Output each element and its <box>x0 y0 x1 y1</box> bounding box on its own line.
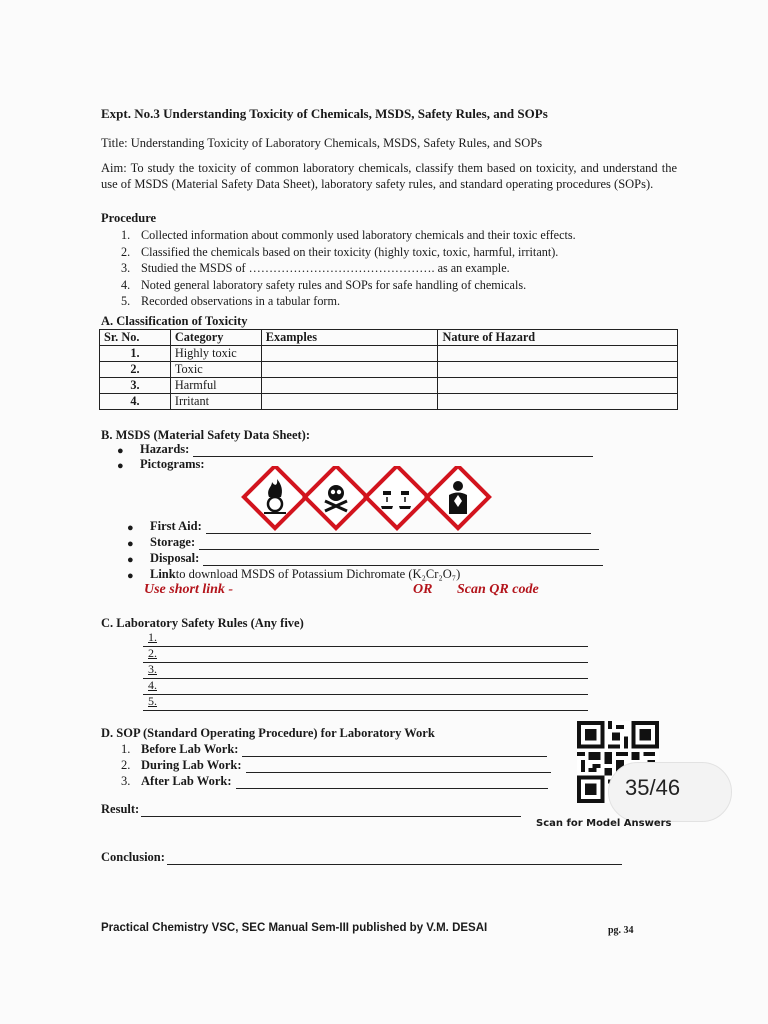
cell-examples-input[interactable] <box>261 346 438 362</box>
cell-sr: 4. <box>100 394 171 410</box>
section-d-title: D. SOP (Standard Operating Procedure) for Laboratory Work <box>101 726 435 740</box>
toxic-skull-icon <box>305 466 367 528</box>
title-label: Title: <box>101 136 128 150</box>
corrosive-icon <box>366 466 428 528</box>
safety-rules-list <box>143 630 588 712</box>
page-counter: 35/46 <box>625 775 681 800</box>
cell-sr: 3. <box>100 378 171 394</box>
cell-examples-input[interactable] <box>261 378 438 394</box>
cell-hazard-input[interactable] <box>438 346 678 362</box>
procedure-step: 3. Studied the MSDS of ………………………………………. as an example. <box>121 261 510 275</box>
cell-hazard-input[interactable] <box>438 378 678 394</box>
title-text: Understanding Toxicity of Laboratory Chemicals, MSDS, Safety Rules, and SOPs <box>127 136 543 150</box>
pictograms-label: Pictograms: <box>140 457 205 471</box>
result-label: Result: <box>101 802 140 816</box>
experiment-title <box>101 136 542 151</box>
hazards-row: ● Hazards: <box>117 442 593 457</box>
procedure-step: 4. Noted general laboratory safety rules and SOPs for safe handling of chemicals. <box>121 277 527 292</box>
rule-line-1[interactable]: 1. <box>143 630 588 647</box>
storage-row: ● Storage: <box>127 535 599 550</box>
storage-label: Storage: <box>150 535 196 549</box>
procedure-heading: Procedure <box>101 211 157 225</box>
page-footer: Practical Chemistry VSC, SEC Manual Sem-III published by V.M. DESAI <box>101 922 488 934</box>
cell-sr: 2. <box>100 362 171 378</box>
experiment-heading: Expt. No.3 Understanding Toxicity of Chemicals, MSDS, Safety Rules, and SOPs <box>101 106 548 121</box>
or-text: OR <box>413 582 433 597</box>
procedure-step: 2. Classified the chemicals based on their toxicity (highly toxic, toxic, harmful, irritant). <box>121 244 559 259</box>
procedure-step: 1. Collected information about commonly used laboratory chemicals and their toxic effects. <box>121 228 576 242</box>
link-row: ● Link to download MSDS of Potassium Dichromate (K₂Cr₂O₇) <box>127 567 461 582</box>
cell-category: Harmful <box>170 378 261 394</box>
result-input-line[interactable] <box>141 805 521 817</box>
health-hazard-icon <box>427 466 489 528</box>
rule-line-4[interactable]: 4. <box>143 678 588 695</box>
conclusion-label: Conclusion: <box>101 850 165 864</box>
procedure-list <box>121 227 576 310</box>
oxidizer-icon <box>244 466 306 528</box>
conclusion-row <box>101 850 622 865</box>
cell-category: Highly toxic <box>170 346 261 362</box>
cell-hazard-input[interactable] <box>438 394 678 410</box>
procedure-step: 5. Recorded observations in a tabular form. <box>121 294 340 308</box>
cell-sr: 1. <box>100 346 171 362</box>
table-row <box>100 346 678 362</box>
header-category: Category <box>170 330 261 346</box>
storage-input-line[interactable] <box>199 538 599 550</box>
sop-before-input-line[interactable] <box>242 745 547 757</box>
disposal-input-line[interactable] <box>203 554 603 566</box>
table-row <box>100 394 678 410</box>
sop-row-during: 2. During Lab Work: <box>121 758 551 773</box>
first-aid-row: ● First Aid: <box>127 519 591 534</box>
header-nature-of-hazard: Nature of Hazard <box>438 330 678 346</box>
rule-line-2[interactable]: 2. <box>143 646 588 663</box>
table-header-row <box>100 330 678 346</box>
pictograms-row: ● Pictograms: <box>117 457 205 472</box>
scan-for-model-answers: Scan for Model Answers <box>536 818 672 829</box>
section-c-title: C. Laboratory Safety Rules (Any five) <box>101 616 304 630</box>
hazards-input-line[interactable] <box>193 445 593 457</box>
sop-row-after: 3. After Lab Work: <box>121 774 548 789</box>
aim-text: To study the toxicity of common laboratory chemicals, classify them based on toxicity, and understand the use of MSDS (Material Safety Data Sheet), laboratory safety rules, and standard operating procedures (SOPs). <box>101 161 677 191</box>
header-sr-no: Sr. No. <box>100 330 171 346</box>
link-text: to download MSDS of Potassium Dichromate (K₂Cr₂O₇) <box>175 567 461 581</box>
short-link-text[interactable]: Use short link - <box>144 582 234 597</box>
sop-after-input-line[interactable] <box>236 777 548 789</box>
cell-hazard-input[interactable] <box>438 362 678 378</box>
sop-during-input-line[interactable] <box>246 761 551 773</box>
disposal-row: ● Disposal: <box>127 551 603 566</box>
sop-row-before: 1. Before Lab Work: <box>121 742 547 757</box>
table-row <box>100 378 678 394</box>
rule-line-3[interactable]: 3. <box>143 662 588 679</box>
toxicity-table <box>99 329 678 410</box>
table-row <box>100 362 678 378</box>
link-label[interactable]: Link <box>150 567 176 581</box>
cell-examples-input[interactable] <box>261 394 438 410</box>
cell-category: Toxic <box>170 362 261 378</box>
cell-category: Irritant <box>170 394 261 410</box>
first-aid-label: First Aid: <box>150 519 202 533</box>
sop-list <box>121 742 571 792</box>
page-counter-badge <box>608 762 732 822</box>
section-b-title: B. MSDS (Material Safety Data Sheet): <box>101 428 310 442</box>
scan-qr-text: Scan QR code <box>457 582 539 597</box>
conclusion-input-line[interactable] <box>167 853 622 865</box>
experiment-aim <box>101 160 677 192</box>
rule-line-5[interactable]: 5. <box>143 694 588 711</box>
hazards-label: Hazards: <box>140 442 190 456</box>
header-examples: Examples <box>261 330 438 346</box>
ghs-pictograms <box>240 466 496 532</box>
page-number: pg. 34 <box>608 925 634 936</box>
result-row <box>101 802 521 817</box>
disposal-label: Disposal: <box>150 551 200 565</box>
cell-examples-input[interactable] <box>261 362 438 378</box>
aim-label: Aim: <box>101 161 127 175</box>
section-a-title: A. Classification of Toxicity <box>101 314 248 328</box>
